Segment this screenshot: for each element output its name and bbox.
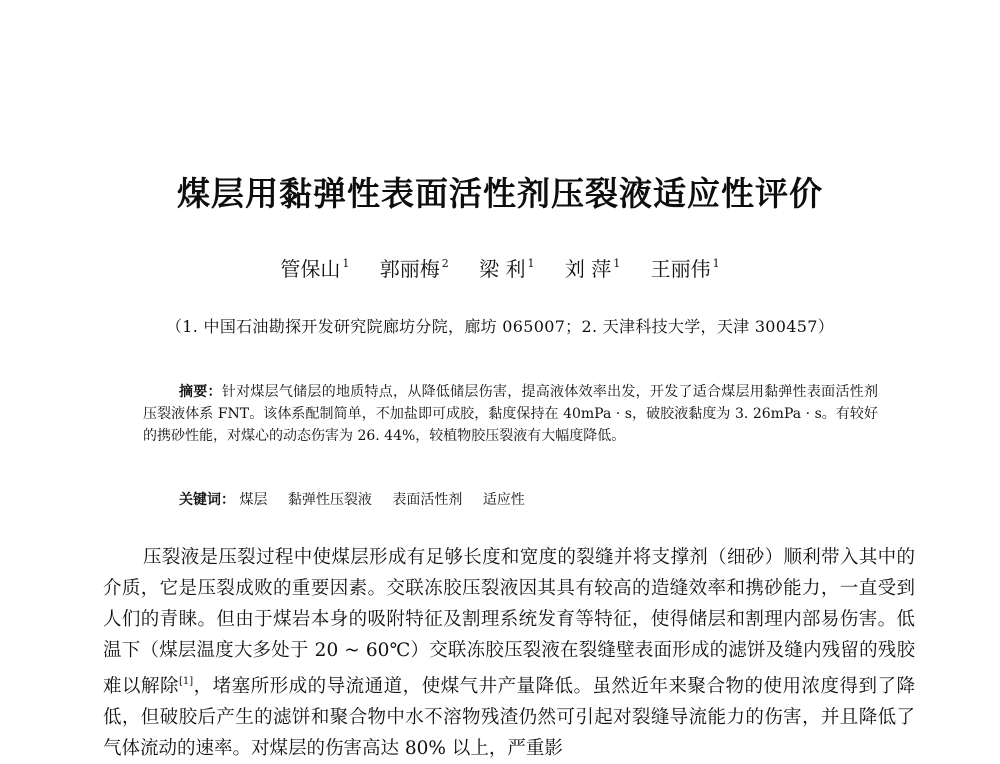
affiliation-line: （1. 中国石油勘探开发研究院廊坊分院，廊坊 065007；2. 天津科技大学，天津 300457） <box>165 317 835 336</box>
author-affiliation-mark: 2 <box>441 257 449 270</box>
author-affiliation-mark: 1 <box>527 257 535 270</box>
abstract-text: 针对煤层气储层的地质特点，从降低储层伤害，提高液体效率出发，开发了适合煤层用黏弹性表面活性剂压裂液体系 FNT。该体系配制简单，不加盐即可成胶，黏度保持在 40mPa · s，破胶液黏度为 3. 26mPa · s。有较好的携砂性能，对煤心的动态伤害为 26. 44%，较植物胶压裂液有大幅度降低。 <box>143 384 878 444</box>
author-affiliation-mark: 1 <box>712 257 720 270</box>
author <box>280 253 349 282</box>
keyword: 适应性 <box>482 492 525 508</box>
keyword: 煤层 <box>239 492 268 508</box>
keyword: 表面活性剂 <box>392 492 463 508</box>
abstract-label: 摘要： <box>179 384 222 400</box>
author-affiliation-mark: 1 <box>613 257 621 270</box>
author-name: 王丽伟 <box>650 257 711 281</box>
citation-reference: [1] <box>178 676 194 687</box>
author-name: 郭丽梅 <box>379 257 440 281</box>
author <box>565 253 620 282</box>
body-text-part: 压裂液是压裂过程中使煤层形成有足够长度和宽度的裂缝并将支撑剂（细砂）顺利带入其中的介质，它是压裂成败的重要因素。交联冻胶压裂液因其具有较高的造缝效率和携砂能力，一直受到人们的青睐。但由于煤岩本身的吸附特征及割理系统发育等特征，使得储层和割理内部易伤害。低温下（煤层温度大多处于 20 ~ 60℃）交联冻胶压裂液在裂缝壁表面形成的滤饼及缝内残留的残胶难以解除 <box>103 547 915 697</box>
keywords-label: 关键词： <box>179 492 235 508</box>
author-name: 管保山 <box>280 257 341 281</box>
author-list <box>0 253 1000 282</box>
body-text-part: ，堵塞所形成的导流通道，使煤气井产量降低。虽然近年来聚合物的使用浓度得到了降低，但破胶后产生的滤饼和聚合物中水不溶物残渣仍然可引起对裂缝导流能力的伤害，并且降低了气体流动的速率。对煤层的伤害高达 80% 以上，严重影 <box>103 676 915 759</box>
author-affiliation-mark: 1 <box>342 257 350 270</box>
author-name: 刘 萍 <box>564 257 612 281</box>
author <box>380 253 449 282</box>
author <box>651 253 720 282</box>
keyword: 黏弹性压裂液 <box>287 492 372 508</box>
author <box>479 253 534 282</box>
author-name: 梁 利 <box>479 257 526 281</box>
body-paragraph <box>103 542 915 764</box>
abstract-block <box>143 381 878 447</box>
keywords-line <box>179 489 879 509</box>
paper-title: 煤层用黏弹性表面活性剂压裂液适应性评价 <box>177 174 823 213</box>
